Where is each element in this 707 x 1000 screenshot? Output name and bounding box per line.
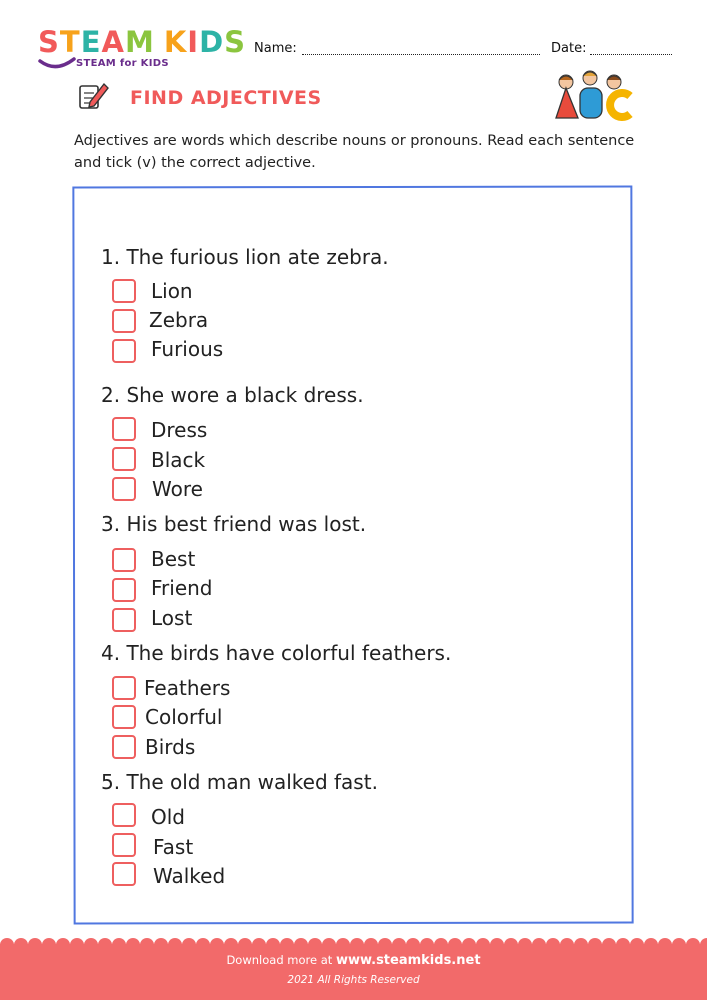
question-5: 5. The old man walked fast. — [101, 770, 378, 794]
logo-wordmark — [38, 25, 247, 59]
instructions-text: Adjectives are words which describe nouns or pronouns. Read each sentence and tick (v) the correct adjective. — [74, 133, 635, 171]
question-2: 2. She wore a black dress. — [101, 383, 364, 407]
checkbox-lost[interactable] — [112, 608, 136, 632]
question-3: 3. His best friend was lost. — [101, 512, 367, 536]
option-label: Friend — [151, 576, 213, 600]
option-label: Lion — [151, 279, 193, 303]
option-label: Black — [151, 448, 206, 472]
checkbox-dress[interactable] — [112, 417, 136, 441]
option-label: Fast — [153, 835, 194, 859]
checkbox-lion[interactable] — [112, 279, 136, 303]
question-1: 1. The furious lion ate zebra. — [101, 245, 389, 269]
option-label: Furious — [151, 337, 224, 361]
logo-tagline: STEAM for KIDS — [76, 58, 169, 69]
date-label: Date: — [551, 41, 587, 56]
checkbox-furious[interactable] — [112, 339, 136, 363]
footer-website-link[interactable]: www.steamkids.net — [335, 953, 481, 968]
date-field[interactable] — [590, 54, 672, 55]
page-title: FIND ADJECTIVES — [130, 87, 322, 109]
option-label: Colorful — [145, 705, 223, 729]
logo-letter: M — [124, 25, 155, 59]
option-label: Dress — [151, 418, 208, 442]
checkbox-birds[interactable] — [112, 735, 136, 759]
footer-download — [0, 953, 707, 968]
option-label: Feathers — [144, 676, 231, 700]
checkbox-best[interactable] — [112, 548, 136, 572]
option-label: Zebra — [149, 308, 209, 332]
checkbox-old[interactable] — [112, 803, 136, 827]
checkbox-zebra[interactable] — [112, 309, 136, 333]
logo-letter: S — [224, 25, 247, 59]
name-field[interactable] — [302, 54, 540, 55]
question-4: 4. The birds have colorful feathers. — [101, 641, 452, 665]
checkbox-friend[interactable] — [112, 578, 136, 602]
name-label: Name: — [254, 41, 297, 56]
option-label: Lost — [151, 606, 193, 630]
logo-letter: T — [59, 25, 81, 59]
option-label: Walked — [153, 864, 226, 888]
checkbox-wore[interactable] — [112, 477, 136, 501]
abc-kids-icon — [550, 70, 636, 122]
logo-swoosh-icon — [38, 55, 78, 73]
logo-letter: D — [199, 25, 225, 59]
checkbox-walked[interactable] — [112, 862, 136, 886]
footer-rights: 2021 All Rights Reserved — [287, 974, 420, 986]
option-label: Best — [151, 547, 196, 571]
checkbox-fast[interactable] — [112, 833, 136, 857]
pencil-note-icon — [76, 80, 110, 112]
option-label: Birds — [145, 735, 196, 759]
footer-download-prefix: Download more at — [226, 953, 333, 967]
checkbox-black[interactable] — [112, 447, 136, 471]
logo-letter: I — [187, 25, 200, 59]
logo-letter: S — [38, 25, 60, 59]
option-label: Old — [151, 805, 185, 829]
option-label: Wore — [152, 477, 203, 501]
logo-letter: K — [163, 25, 188, 59]
logo-letter: E — [80, 25, 102, 59]
logo-letter: A — [101, 25, 125, 59]
checkbox-colorful[interactable] — [112, 705, 136, 729]
checkbox-feathers[interactable] — [112, 676, 136, 700]
